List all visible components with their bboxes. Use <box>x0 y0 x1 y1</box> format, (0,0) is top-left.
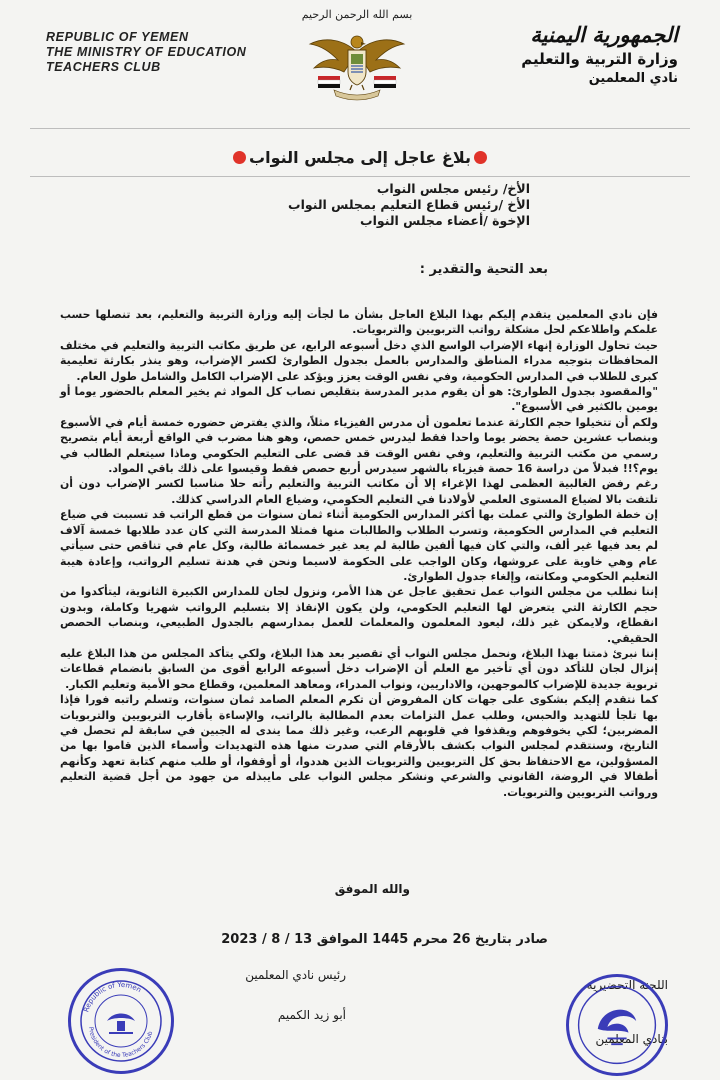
body-paragraph: إننا نطلب من مجلس النواب عمل تحقيق عاجل عن هذا الأمر، ونزول لجان للمدارس الكبيرة الثانوية، ليتأكدوا من حجم الكارثة التي يتعرض لها التعليم الحكومي، ولن يكون الإنقاذ إلا بتسليم الرواتب شهريا وكاملة، وبدون انقطاع، ولايمكن غير ذلك، ليعود المعلمون والمعلمات للعمل بمدارسهم بالجدول الطبيعي، وبنصاب الحصص الحقيقي. <box>60 585 658 645</box>
signature-line: أبو زيد الكميم <box>277 1008 346 1022</box>
signature-line: اللجنة التحضيرية <box>586 978 668 992</box>
closing-phrase: والله الموفق <box>334 882 410 896</box>
arabic-letterhead-line2: وزارة التربية والتعليم <box>521 50 678 68</box>
english-letterhead-line2: THE MINISTRY OF EDUCATION <box>46 45 247 59</box>
body-paragraph: رغم رفض الغالبية العظمى لهذا الإغراء إلا أن مكاتب التربية والتعليم رأته حلا مناسبا لكسر الإضراب دون أن تلتفت بالا لضياع المستوى العلمي لأولادنا في التعليم الحكومي، وضياع العام الدراسي كذلك. <box>60 477 658 506</box>
svg-text:President of the Teachers Club: President of the Teachers Club <box>87 1026 155 1060</box>
red-circle-icon <box>474 151 487 164</box>
greeting: بعد التحية والتقدير : <box>419 262 548 277</box>
signature-line: رئيس نادي المعلمين <box>245 968 346 982</box>
letter-title-text: بلاغ عاجل إلى مجلس النواب <box>249 148 471 167</box>
preparatory-committee-seal-icon <box>566 974 668 1076</box>
teachers-club-seal-icon <box>68 968 174 1074</box>
header-divider <box>30 128 690 129</box>
yemen-eagle-emblem-icon <box>304 22 410 104</box>
basmala: بسم الله الرحمن الرحيم <box>301 8 413 21</box>
body-paragraph: فإن نادي المعلمين يتقدم إليكم بهذا البلاغ العاجل بشأن ما لجأت إليه وزارة التربية والتعليم، بعد تنصلها حسب علمكم واطلاعكم لحل مشكلة رواتب التربويين والتربويات. <box>60 308 658 337</box>
issue-date: صادر بتاريخ 26 محرم 1445 الموافق 13 / 8 / 2023 <box>221 932 548 947</box>
addressee-line: الأخ/ رئيس مجلس النواب <box>376 181 530 196</box>
body-paragraph: إننا نبرئ ذمتنا بهذا البلاغ، ونحمل مجلس النواب أي تقصير بعد هذا البلاغ، ولكي يتأكد المجلس من هذا البلاغ عليه إنزال لجان للتأكد دون أي تأخير مع العلم أن الإضراب دخل أسبوعه الرابع أقوى من السابق بانضمام قطاعات تربوية جديدة للإضراب كالموجهين، والاداريين، ونواب المدراء، ومعاهد المعلمين، وقطاع محو الأمية وتعليم الكبار. <box>60 646 658 691</box>
body-paragraph: ولكم أن تتخيلوا حجم الكارثة عندما تعلمون أن مدرس الفيزياء مثلاً، والذي يفترض حضوره خمسة أيام في الأسبوع وبنصاب عشرين حصة يحضر يوما واحدا فقط ليدرس خمس حصص، وهو هنا مضرب في الواقع أربعة أيام بتصريح رسمي من مكتب التربية والتعليم، وفي نفس الوقت قد قضى على التعليم الحكومي وماذا سيتعلم الطالب في يوم؟!! فبدلاً من دراسة 16 حصة فيزياء بالشهر سيدرس أربع حصص فقط وقيسوا على ذلك باقي المواد. <box>60 415 658 476</box>
english-letterhead <box>46 30 286 75</box>
arabic-letterhead <box>458 22 678 88</box>
arabic-letterhead-line1: الجمهورية اليمنية <box>530 23 678 47</box>
body-paragraph: "والمقصود بجدول الطوارئ: هو أن يقوم مدير المدرسة بتقليص نصاب كل المواد ثم يخير المعلم بالحضور يوما أو يومين بالكثير في الأسبوع". <box>60 385 658 414</box>
red-circle-icon <box>233 151 246 164</box>
body-paragraph: كما نتقدم إليكم بشكوى على جهات كان المفروض أن تكرم المعلم الصامد ثمان سنوات، وتسلم راتبه فورا فإذا بها تلجأ للتهديد والحبس، وطلب عمل التزامات بعدم المطالبة بالراتب، والإساءة بأقارب التربويين والتربويات المضربين؛ لكي يخوفوهم ويقذفوا في قلوبهم الرعب، وغير ذلك مما يندى له الجبين في سابقة لم تحصل في التاريخ، وسنتقدم لمجلس النواب بكشف بالأرقام التي صدرت منها هذه التهديدات وأسماء الذين قاموا بها من المسؤولين، مع الاحتفاظ بحق كل التربويين والتربويات الذين هددوا، أو أوقفوا، أو طلب منهم كتابة تعهد وكأنهم أطفالا في الروضة، القانوني والشرعي ونشكر مجلس النواب على مايبذله من جهود من أجل قضية التعليم ورواتب التربويين والتربويات. <box>60 693 658 799</box>
addressee-line: الإخوة /أعضاء مجلس النواب <box>360 213 530 228</box>
addressee-block <box>230 181 530 229</box>
english-letterhead-line3: TEACHERS CLUB <box>46 60 161 74</box>
addressee-line: الأخ /رئيس قطاع التعليم بمجلس النواب <box>288 197 530 212</box>
title-divider <box>30 176 690 177</box>
svg-text:Republic of Yemen: Republic of Yemen <box>82 980 143 1014</box>
arabic-letterhead-line3: نادي المعلمين <box>588 71 678 86</box>
letter-body <box>60 307 658 800</box>
english-letterhead-line1: REPUBLIC OF YEMEN <box>46 30 189 44</box>
club-president-signature <box>186 955 346 1035</box>
body-paragraph: حيث تحاول الوزارة إنهاء الإضراب الواسع الذي دخل أسبوعه الرابع، عن طريق مكاتب التربية والتعليم في مختلف المحافظات بتوجيه مدراء المناطق والمدارس بالعمل بجدول الطوارئ لكسر الإضراب، وهو ينذر بكارثة تعليمية كبرى للطلاب في المدارس الحكومية، وفي نفس الوقت يعزز ويؤكد على الإضراب الكامل والشامل طول العام. <box>60 338 658 383</box>
body-paragraph: إن خطة الطوارئ والتي عملت بها أكثر المدارس الحكومية أثناء ثمان سنوات من قطع الراتب قد تسببت في ضياع التعليم في المدارس الحكومية، وتسرب الطلاب والطالبات منها فمثلا المدرسة التي كان عدد طلابها خمسة آلاف لم يعد فيها غير ألف، والتي كان فيها ألفين طالبة لم يعد غير خمسمائة طالبة، وكل عام في تناقص حتى سيأتي عام وهي خاوية على عروشها، وكان الواجب على الحكومة لاسيما ونحن في هدنة تسليم الرواتب، وإعادة هيبة التعليم الحكومي ومكانته، وإلغاء جدول الطوارئ. <box>60 508 658 583</box>
letter-title <box>0 148 720 167</box>
signature-line: بنادي المعلمين <box>595 1032 668 1046</box>
